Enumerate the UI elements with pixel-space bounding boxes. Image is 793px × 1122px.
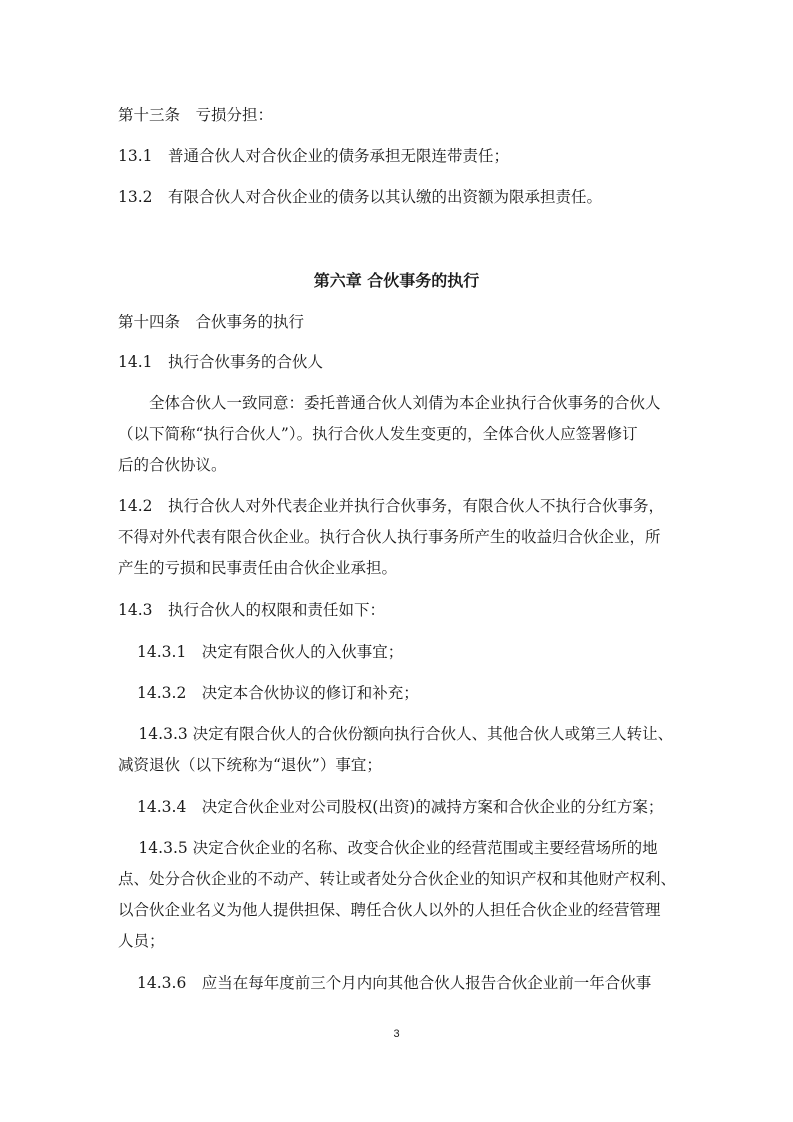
clause-14-3-1 [137,637,403,668]
art14-title [118,307,304,338]
clause-14-3-5 [118,833,676,957]
text-line: 14.3.5 决定合伙企业的名称、改变合伙企业的经营范围或主要经营场所的地 [118,839,658,857]
clause-14-1-body [118,388,661,481]
art13-title [118,100,273,131]
text-line: 第十四条 合伙事务的执行 [118,313,305,331]
clause-14-2 [118,491,664,584]
text-line: 点、处分合伙企业的不动产、转让或者处分合伙企业的知识产权和其他财产权利、 [118,870,677,888]
text-line: 全体合伙人一致同意：委托普通合伙人刘倩为本企业执行合伙事务的合伙人 [118,394,661,412]
text-line: 14.3.2 决定本合伙协议的修订和补充； [137,684,419,702]
clause-13-2 [118,182,602,213]
text-line: （以下简称“执行合伙人”）。执行合伙人发生变更的，全体合伙人应签署修订 [118,425,638,443]
text-line: 14.1 执行合伙事务的合伙人 [118,353,324,371]
clause-14-3-3 [118,719,673,781]
clause-13-1 [118,141,509,172]
page-number: 3 [393,1028,400,1040]
text-line: 不得对外代表有限合伙企业。执行合伙人执行事务所产生的收益归合伙企业，所 [118,528,661,546]
text-line: 以合伙企业名义为他人提供担保、聘任合伙人以外的人担任合伙企业的经营管理 [118,901,661,919]
text-line: 14.3 执行合伙人的权限和责任如下： [118,601,386,619]
text-line: 第十三条 亏损分担： [118,106,274,124]
clause-14-3-4 [137,792,663,823]
text-line: 人员； [118,932,165,950]
chapter-heading: 第六章 合伙事务的执行 [313,271,480,290]
text-line: 后的合伙协议。 [118,456,227,474]
text-line: 14.3.1 决定有限合伙人的入伙事宜； [137,643,404,661]
text-line: 14.2 执行合伙人对外代表企业并执行合伙事务，有限合伙人不执行合伙事务， [118,497,665,515]
clause-14-3-6 [137,968,651,999]
clause-14-1 [118,347,323,378]
text-line: 14.3.4 决定合伙企业对公司股权(出资)的减持方案和合伙企业的分红方案； [137,798,664,816]
text-line: 产生的亏损和民事责任由合伙企业承担。 [118,559,398,577]
text-line: 14.3.6 应当在每年度前三个月内向其他合伙人报告合伙企业前一年合伙事 [137,974,652,992]
text-line: 14.3.3 决定有限合伙人的合伙份额向执行合伙人、其他合伙人或第三人转让、 [118,725,674,743]
text-line: 13.1 普通合伙人对合伙企业的债务承担无限连带责任； [118,147,510,165]
text-line: 减资退伙（以下统称为“退伙”）事宜； [118,756,382,774]
clause-14-3 [118,595,385,626]
clause-14-3-2 [137,678,419,709]
text-line: 13.2 有限合伙人对合伙企业的债务以其认缴的出资额为限承担责任。 [118,188,603,206]
